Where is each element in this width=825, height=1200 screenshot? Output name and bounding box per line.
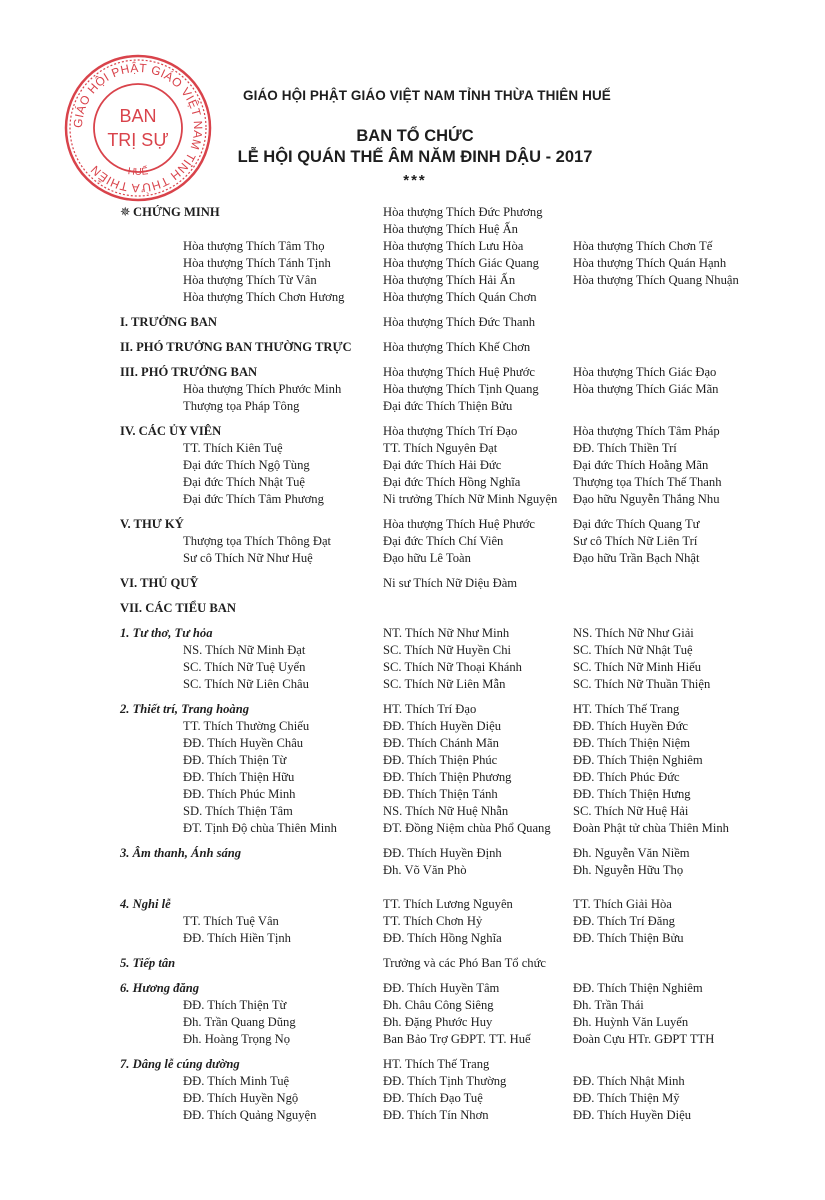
member-row (120, 440, 820, 457)
member-name: ĐĐ. Thích Thiện Phương (383, 770, 512, 784)
member-name: ĐĐ. Thích Tịnh Thường (383, 1074, 507, 1088)
seal-center-line1: BAN (119, 106, 157, 126)
member-name: NS. Thích Nữ Minh Đạt (183, 643, 306, 657)
member-name: NT. Thích Nữ Như Minh (383, 626, 510, 640)
member-name: TT. Thích Kiên Tuệ (183, 441, 283, 455)
member-name: Sư cô Thích Nữ Như Huệ (183, 551, 313, 565)
section-row (120, 423, 820, 440)
member-name: SC. Thích Nữ Thuần Thiện (573, 677, 711, 691)
member-name: Đạo hữu Nguyễn Thắng Nhu (573, 492, 720, 506)
section-heading (120, 204, 220, 221)
section-heading: II. PHÓ TRƯỞNG BAN THƯỜNG TRỰC (120, 340, 352, 354)
member-name: ĐĐ. Thích Hiền Tịnh (183, 931, 291, 945)
member-name: TT. Thích Giải Hòa (573, 897, 672, 911)
member-name: Hòa thượng Thích Giác Mãn (573, 382, 719, 396)
member-name: Đại đức Thích Hồng Nghĩa (383, 475, 521, 489)
member-name: Hòa thượng Thích Khế Chơn (383, 340, 531, 354)
member-name: ĐĐ. Thích Thiện Tánh (383, 787, 498, 801)
member-name: ĐĐ. Thích Thiện Từ (183, 998, 287, 1012)
member-name: Hòa thượng Thích Huệ Phước (383, 517, 535, 531)
seal-stamp (62, 52, 214, 204)
member-row (120, 803, 820, 820)
member-row (120, 289, 820, 306)
member-row (120, 457, 820, 474)
subcommittee-heading: 7. Dâng lễ cúng dường (120, 1057, 240, 1071)
member-name: NS. Thích Nữ Như Giải (573, 626, 694, 640)
subcommittee-row (120, 980, 820, 997)
member-name: Đoàn Phật tử chùa Thiên Minh (573, 821, 729, 835)
member-name: SC. Thích Nữ Huyền Chi (383, 643, 511, 657)
member-name: ĐĐ. Thích Thiện Niệm (573, 736, 691, 750)
member-name: ĐĐ. Thích Thiện Mỹ (573, 1091, 680, 1105)
member-name: Đh. Châu Công Siêng (383, 998, 494, 1012)
member-row (120, 1107, 820, 1124)
member-name: TT. Thích Lương Nguyên (383, 897, 513, 911)
member-name: Hòa thượng Thích Chơn Hương (183, 290, 345, 304)
member-name: Ni trưởng Thích Nữ Minh Nguyện (383, 492, 558, 506)
member-name: ĐĐ. Thích Trí Đăng (573, 914, 675, 928)
subcommittee-row (120, 955, 820, 972)
member-name: Thượng tọa Thích Thông Đạt (183, 534, 332, 548)
member-row (120, 786, 820, 803)
section-row (120, 600, 820, 617)
subcommittee-row (120, 1056, 820, 1073)
member-name: Đh. Huỳnh Văn Luyến (573, 1015, 689, 1029)
seal-center-line2: TRỊ SỰ (107, 130, 169, 150)
member-name: ĐĐ. Thích Nhật Minh (573, 1074, 685, 1088)
member-name: Đại đức Thích Hoằng Mãn (573, 458, 709, 472)
member-name: SC. Thích Nữ Minh Hiếu (573, 660, 701, 674)
member-name: ĐĐ. Thích Quảng Nguyện (183, 1108, 317, 1122)
member-row (120, 862, 820, 879)
member-name: Trưởng và các Phó Ban Tổ chức (383, 956, 547, 970)
member-name: Hòa thượng Thích Giác Quang (383, 256, 539, 270)
member-name: Thượng tọa Pháp Tông (183, 399, 300, 413)
member-row (120, 676, 820, 693)
subcommittee-heading: 5. Tiếp tân (120, 956, 176, 970)
member-name: Hòa thượng Thích Chơn Tế (573, 239, 713, 253)
member-name: Đại đức Thích Nhật Tuệ (183, 475, 306, 489)
section-heading: III. PHÓ TRƯỞNG BAN (120, 365, 258, 379)
member-row (120, 381, 820, 398)
member-row (120, 1073, 820, 1090)
subcommittee-heading: 3. Âm thanh, Ánh sáng (120, 846, 242, 860)
member-name: ĐĐ. Thích Đạo Tuệ (383, 1091, 483, 1105)
member-name: SC. Thích Nữ Thoại Khánh (383, 660, 522, 674)
member-row (120, 474, 820, 491)
member-name: Hòa thượng Thích Huệ Ấn (383, 222, 518, 236)
member-name: HT. Thích Thế Trang (383, 1057, 490, 1071)
member-name: ĐĐ. Thích Thiện Từ (183, 753, 287, 767)
member-name: Hòa thượng Thích Tâm Pháp (573, 424, 720, 438)
member-name: Đại đức Thích Tâm Phương (183, 492, 324, 506)
member-name: Đạo hữu Lê Toàn (383, 551, 471, 565)
member-name: ĐT. Đồng Niệm chùa Phổ Quang (383, 821, 551, 835)
member-name: Hòa thượng Thích Tịnh Quang (383, 382, 539, 396)
section-heading: VII. CÁC TIỂU BAN (120, 601, 236, 615)
member-row (120, 221, 820, 238)
subcommittee-heading: 6. Hương đăng (120, 981, 200, 995)
member-name: Ni sư Thích Nữ Diệu Đàm (383, 576, 518, 590)
member-name: SC. Thích Nữ Liên Mẫn (383, 677, 506, 691)
member-row (120, 255, 820, 272)
member-name: ĐĐ. Thích Thiện Phúc (383, 753, 498, 767)
member-name: Đh. Trần Quang Dũng (183, 1015, 296, 1029)
member-name: Hòa thượng Thích Huệ Phước (383, 365, 535, 379)
member-name: ĐĐ. Thích Huyền Định (383, 846, 502, 860)
member-name: ĐĐ. Thích Phúc Đức (573, 770, 680, 784)
member-name: Đh. Nguyễn Hữu Thọ (573, 863, 684, 877)
member-name: Đại đức Thích Quang Tư (573, 517, 700, 531)
document-title: BAN TỔ CHỨC (356, 127, 474, 145)
member-name: Hòa thượng Thích Tánh Tịnh (183, 256, 331, 270)
member-name: ĐĐ. Thích Minh Tuệ (183, 1074, 290, 1088)
section-row (120, 314, 820, 331)
member-name: SC. Thích Nữ Liên Châu (183, 677, 309, 691)
subcommittee-row (120, 625, 820, 642)
member-name: Đoàn Cựu HTr. GĐPT TTH (573, 1032, 715, 1046)
member-row (120, 913, 820, 930)
committee-list (120, 204, 820, 1124)
member-name: ĐĐ. Thích Thiện Nghiêm (573, 981, 703, 995)
member-name: Hòa thượng Thích Lưu Hòa (383, 239, 524, 253)
member-name: Đại đức Thích Chí Viên (383, 534, 504, 548)
member-row (120, 997, 820, 1014)
member-name: ĐĐ. Thích Huyền Đức (573, 719, 689, 733)
member-name: Hòa thượng Thích Đức Phương (383, 205, 543, 219)
member-name: Đại đức Thích Thiện Bửu (383, 399, 513, 413)
member-name: ĐĐ. Thích Thiện Hữu (183, 770, 295, 784)
member-row (120, 642, 820, 659)
section-heading-text: CHỨNG MINH (133, 205, 220, 219)
member-name: SD. Thích Thiện Tâm (183, 804, 293, 818)
member-name: ĐĐ. Thích Huyền Tâm (383, 981, 500, 995)
member-row (120, 735, 820, 752)
member-name: ĐĐ. Thích Chánh Mãn (383, 736, 499, 750)
member-row (120, 1090, 820, 1107)
member-name: TT. Thích Nguyên Đạt (383, 441, 498, 455)
ornament-icon: ✵ (120, 205, 131, 219)
subcommittee-row (120, 701, 820, 718)
member-name: Hòa thượng Thích Hải Ấn (383, 273, 516, 287)
member-row (120, 550, 820, 567)
member-row (120, 238, 820, 255)
member-name: Đh. Võ Văn Phò (383, 863, 467, 877)
member-name: Đh. Đặng Phước Huy (383, 1015, 493, 1029)
member-name: ĐĐ. Thích Huyền Châu (183, 736, 304, 750)
member-row (120, 398, 820, 415)
section-heading: VI. THỦ QUỸ (120, 576, 199, 590)
member-name: ĐĐ. Thích Thiện Nghiêm (573, 753, 703, 767)
member-name: ĐĐ. Thích Thiện Bửu (573, 931, 684, 945)
member-name: ĐĐ. Thích Tín Nhơn (383, 1108, 489, 1122)
member-row (120, 1031, 820, 1048)
member-name: ĐĐ. Thích Huyền Diệu (573, 1108, 691, 1122)
member-row (120, 820, 820, 837)
member-row (120, 491, 820, 508)
member-name: Đh. Hoàng Trọng Nọ (183, 1032, 291, 1046)
member-name: SC. Thích Nữ Nhật Tuệ (573, 643, 693, 657)
member-name: HT. Thích Trí Đạo (383, 702, 477, 716)
member-name: Đại đức Thích Ngộ Tùng (183, 458, 310, 472)
organization-name: GIÁO HỘI PHẬT GIÁO VIỆT NAM TỈNH THỪA THIÊN HUẾ (243, 88, 611, 103)
document-subtitle: LỄ HỘI QUÁN THẾ ÂM NĂM ĐINH DẬU - 2017 (237, 148, 593, 166)
section-row (120, 364, 820, 381)
member-name: ĐĐ. Thích Thiện Hưng (573, 787, 691, 801)
member-name: Hòa thượng Thích Quang Nhuận (573, 273, 739, 287)
member-row (120, 718, 820, 735)
member-name: ĐĐ. Thích Thiền Trí (573, 441, 677, 455)
member-row (120, 930, 820, 947)
title-separator: *** (403, 172, 427, 189)
member-row (120, 659, 820, 676)
member-row (120, 1014, 820, 1031)
member-name: Thượng tọa Thích Thế Thanh (573, 475, 722, 489)
member-name: TT. Thích Chơn Hỷ (383, 914, 483, 928)
member-row (120, 272, 820, 289)
section-row (120, 516, 820, 533)
subcommittee-heading: 2. Thiết trí, Trang hoàng (120, 702, 249, 716)
member-name: Đh. Nguyễn Văn Niềm (573, 846, 690, 860)
member-name: Hòa thượng Thích Trí Đạo (383, 424, 518, 438)
member-name: Hòa thượng Thích Từ Vân (183, 273, 317, 287)
section-heading: V. THƯ KÝ (120, 517, 184, 531)
member-name: NS. Thích Nữ Huệ Nhẫn (383, 804, 509, 818)
member-name: Ban Bảo Trợ GĐPT. TT. Huế (383, 1032, 531, 1046)
member-name: Sư cô Thích Nữ Liên Trí (573, 534, 698, 548)
member-name: Đh. Trần Thái (573, 998, 644, 1012)
section-heading: IV. CÁC ỦY VIÊN (120, 424, 222, 438)
member-row (120, 533, 820, 550)
member-name: HT. Thích Thế Trang (573, 702, 680, 716)
subcommittee-row (120, 896, 820, 913)
member-name: SC. Thích Nữ Huệ Hải (573, 804, 689, 818)
member-name: Hòa thượng Thích Tâm Thọ (183, 239, 325, 253)
member-name: Đạo hữu Trần Bạch Nhật (573, 551, 700, 565)
member-name: SC. Thích Nữ Tuệ Uyển (183, 660, 306, 674)
subcommittee-row (120, 845, 820, 862)
member-row (120, 752, 820, 769)
member-name: Hòa thượng Thích Quán Chơn (383, 290, 537, 304)
member-row (120, 769, 820, 786)
seal-bottom-text: HUẾ (127, 166, 149, 178)
subcommittee-heading: 4. Nghi lễ (120, 897, 171, 911)
member-name: ĐĐ. Thích Phúc Minh (183, 787, 296, 801)
member-name: ĐT. Tịnh Độ chùa Thiên Minh (183, 821, 337, 835)
subcommittee-heading: 1. Tư thơ, Tư hỏa (120, 626, 213, 640)
member-name: ĐĐ. Thích Huyền Ngộ (183, 1091, 299, 1105)
member-name: TT. Thích Thường Chiếu (183, 719, 310, 733)
member-name: Hòa thượng Thích Đức Thanh (383, 315, 536, 329)
section-row (120, 575, 820, 592)
member-name: TT. Thích Tuệ Vân (183, 914, 279, 928)
member-name: Hòa thượng Thích Giác Đạo (573, 365, 717, 379)
member-name: Đại đức Thích Hải Đức (383, 458, 502, 472)
seal-ring-text: GIÁO HỘI PHẬT GIÁO VIỆT NAM TỈNH THỪA THIÊN (70, 60, 206, 196)
member-name: Hòa thượng Thích Phước Minh (183, 382, 342, 396)
section-row (120, 204, 820, 221)
section-heading: I. TRƯỞNG BAN (120, 315, 217, 329)
member-name: Hòa thượng Thích Quán Hạnh (573, 256, 727, 270)
member-name: ĐĐ. Thích Hồng Nghĩa (383, 931, 502, 945)
section-row (120, 339, 820, 356)
member-name: ĐĐ. Thích Huyền Diệu (383, 719, 501, 733)
